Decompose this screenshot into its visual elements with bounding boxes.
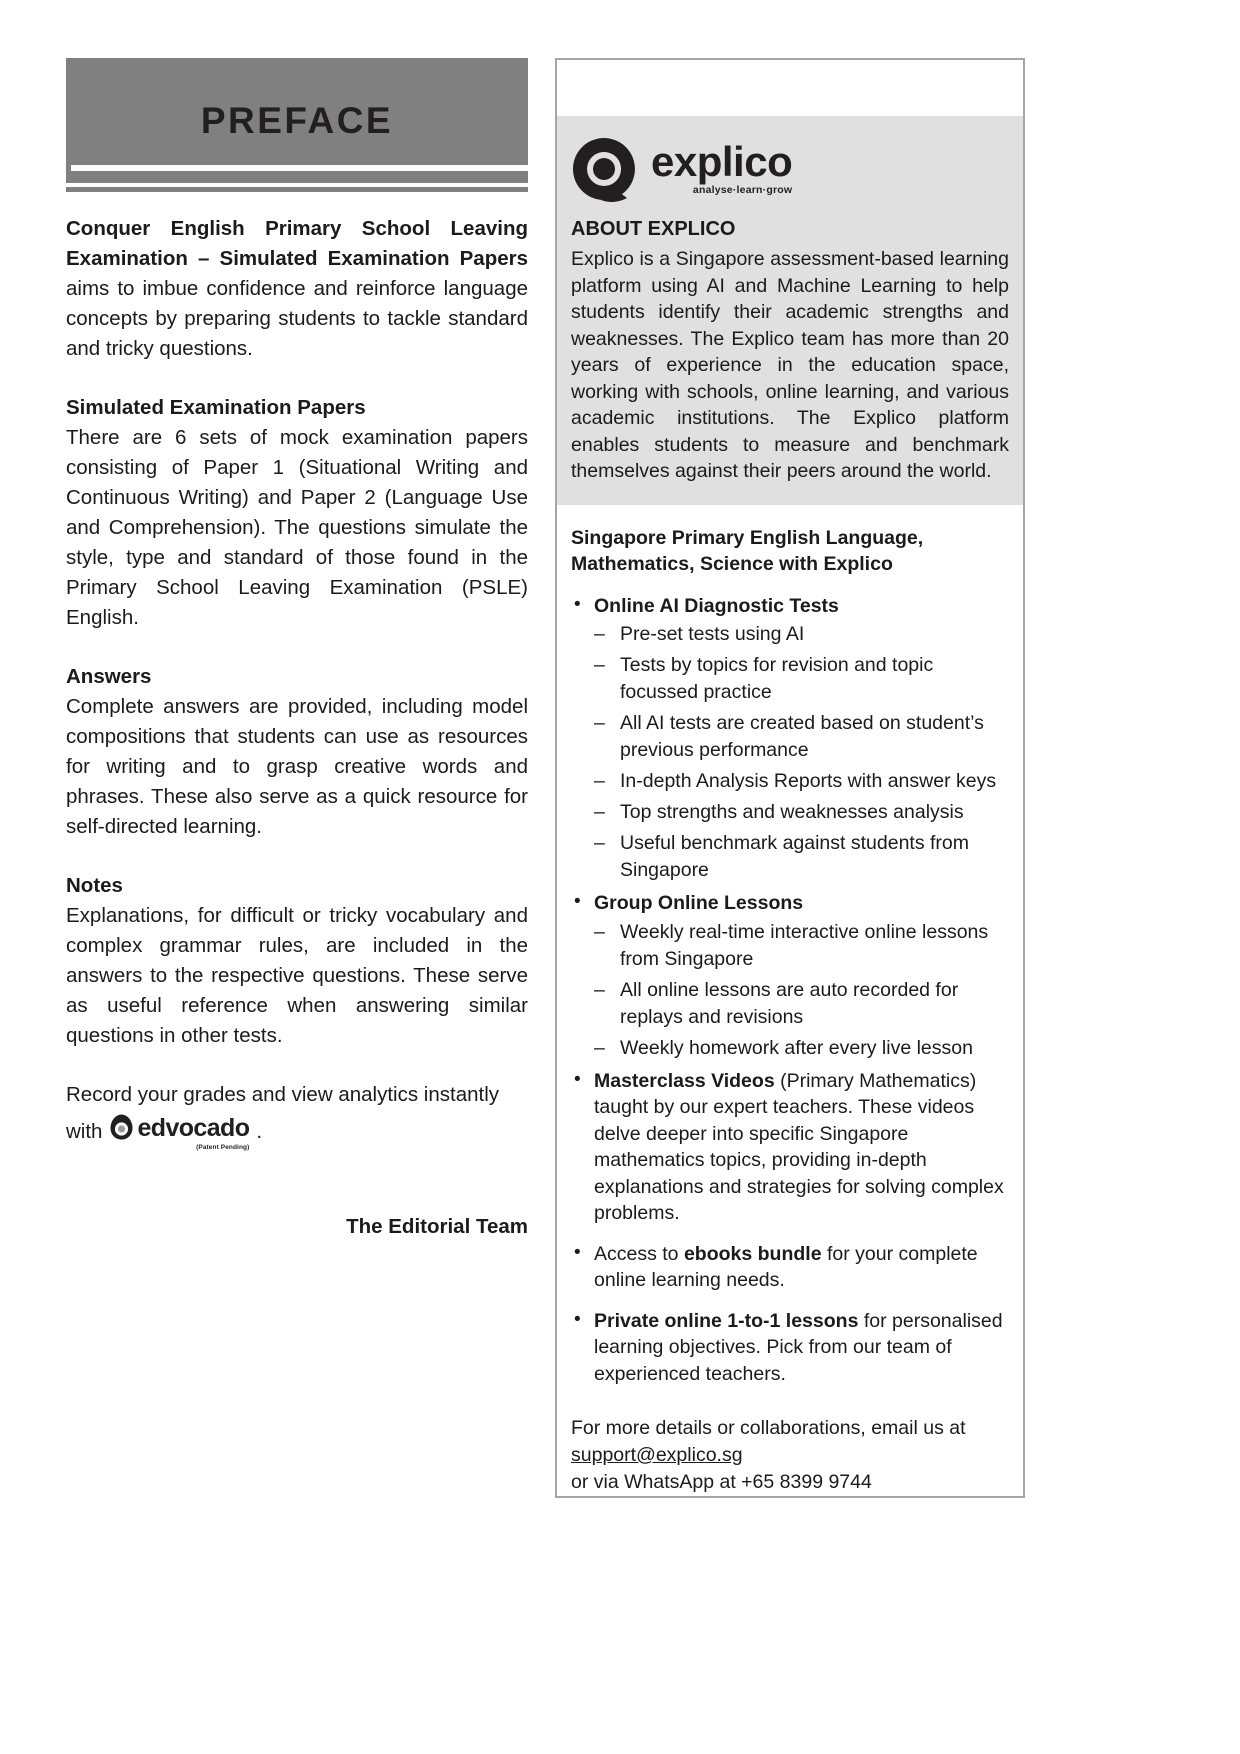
feature-bullet-label: Group Online Lessons	[594, 892, 804, 914]
sub-bullet-item: – In-depth Analysis Reports with answer keys	[594, 768, 1009, 795]
feature-bullet-prefix: Access to	[594, 1242, 684, 1265]
section-body-answers: Complete answers are provided, including model compositions that students can use as resources for writing and to grasp creative words and phrases. These also serve as a quick resource for self-directed learning.	[66, 695, 528, 838]
section-heading-answers: Answers	[66, 665, 152, 688]
section-body-notes: Explanations, for difficult or tricky vocabulary and complex grammar rules, are included in the answers to the respective questions. These serve as useful reference when answering similar questions in other tests.	[66, 904, 528, 1047]
about-explico-block	[557, 116, 1023, 505]
edvocado-wordmark	[137, 1114, 250, 1151]
contact-whatsapp-text: or via WhatsApp at +65 8399 9744	[571, 1471, 872, 1493]
section-body-simulated-papers: There are 6 sets of mock examination papers consisting of Paper 1 (Situational Writing and Continuous Writing) and Paper 2 (Language Use and Comprehension). The questions simulate the style, type and standard of those found in the Primary School Leaving Examination (PSLE) English.	[66, 426, 528, 629]
edvocado-wordmark-text: edvocado	[137, 1114, 250, 1142]
feature-bullet-online-ai-diagnostic-tests	[571, 593, 1009, 885]
feature-bullet-ebooks-bundle	[571, 1241, 1009, 1294]
edvocado-trailing-period: .	[256, 1120, 263, 1143]
rule-dashed-segment	[217, 165, 528, 171]
page-title: PREFACE	[200, 99, 394, 141]
contact-section	[557, 1401, 1023, 1496]
sub-bullet-item: – Useful benchmark against students from Singapore	[594, 830, 1009, 884]
lead-paragraph	[66, 214, 528, 364]
edvocado-line	[66, 1110, 528, 1151]
explico-wordmark-text: explico	[651, 138, 793, 186]
sub-bullet-list-diagnostic	[594, 621, 1009, 884]
edvocado-logo	[109, 1113, 250, 1151]
avocado-icon	[109, 1113, 134, 1141]
sub-bullet-list-group-lessons	[594, 919, 1009, 1062]
feature-bullet-text: (Primary Mathematics) taught by our expert teachers. These videos delve deeper into specific Singapore mathematics topics, providing in-depth explanations and strategies for solving complex problems.	[594, 1069, 1004, 1224]
preface-banner	[66, 58, 528, 183]
rule-solid-segment	[71, 165, 210, 171]
section-heading-notes: Notes	[66, 874, 123, 897]
patent-pending-label: (Patent Pending)	[196, 1143, 250, 1151]
about-explico-heading: ABOUT EXPLICO	[571, 218, 736, 240]
about-explico-body: Explico is a Singapore assessment-based learning platform using AI and Machine Learning to help students identify their academic strengths and weaknesses. The Explico team has more than 20 years of experience in the education space, working with schools, online learning, and various academic institutions. The Explico platform enables students to measure and benchmark themselves against their peers around the world.	[571, 248, 1009, 482]
contact-intro-text: For more details or collaborations, email us at	[571, 1417, 966, 1439]
sub-bullet-item: – Weekly real-time interactive online lessons from Singapore	[594, 919, 1009, 973]
feature-bullet-text: for your complete online learning needs.	[594, 1242, 978, 1291]
sub-bullet-item: – Tests by topics for revision and topic focussed practice	[594, 652, 1009, 706]
explico-logo	[571, 130, 1009, 218]
edvocado-with-label: with	[66, 1120, 103, 1143]
banner-dashed-rule	[71, 165, 528, 171]
explico-tagline: analyse·learn·grow	[692, 183, 793, 196]
lead-rest-text: aims to imbue confidence and reinforce language concepts by preparing students to tackle standard and tricky questions.	[66, 277, 528, 360]
support-email-link[interactable]: support@explico.sg	[571, 1444, 743, 1466]
feature-bullet-group-online-lessons	[571, 890, 1009, 1062]
sub-bullet-item: – Weekly homework after every live lesson	[594, 1035, 1009, 1062]
feature-bullet-private-one-to-one-lessons	[571, 1308, 1009, 1388]
feature-bullet-label: Online AI Diagnostic Tests	[594, 594, 839, 617]
sub-bullet-item: – Pre-set tests using AI	[594, 621, 1009, 648]
banner-underline	[66, 186, 528, 192]
explico-wordmark	[651, 138, 793, 196]
explico-q-mark-icon	[571, 136, 637, 202]
feature-bullet-masterclass-videos	[571, 1068, 1009, 1227]
record-grades-line: Record your grades and view analytics instantly	[66, 1083, 499, 1106]
features-section	[557, 505, 1023, 1402]
features-bullet-list	[571, 593, 1009, 1388]
sub-bullet-item: – All online lessons are auto recorded for replays and revisions	[594, 977, 1009, 1031]
explico-panel	[555, 58, 1025, 1498]
features-heading: Singapore Primary English Language, Mathematics, Science with Explico	[571, 526, 924, 575]
left-column	[66, 58, 528, 1754]
sub-bullet-item: – Top strengths and weaknesses analysis	[594, 799, 1009, 826]
feature-bullet-label: Private online 1-to-1 lessons	[594, 1309, 859, 1332]
feature-bullet-label: ebooks bundle	[683, 1242, 822, 1265]
editorial-team-signature: The Editorial Team	[346, 1215, 528, 1238]
feature-bullet-label: Masterclass Videos	[594, 1069, 775, 1092]
feature-bullet-text: for personalised learning objectives. Pick from our team of experienced teachers.	[594, 1309, 1003, 1385]
sub-bullet-item: – All AI tests are created based on student’s previous performance	[594, 710, 1009, 764]
lead-bold-text: Conquer English Primary School Leaving Examination – Simulated Examination Papers	[66, 217, 528, 270]
section-heading-simulated-papers: Simulated Examination Papers	[66, 396, 366, 419]
